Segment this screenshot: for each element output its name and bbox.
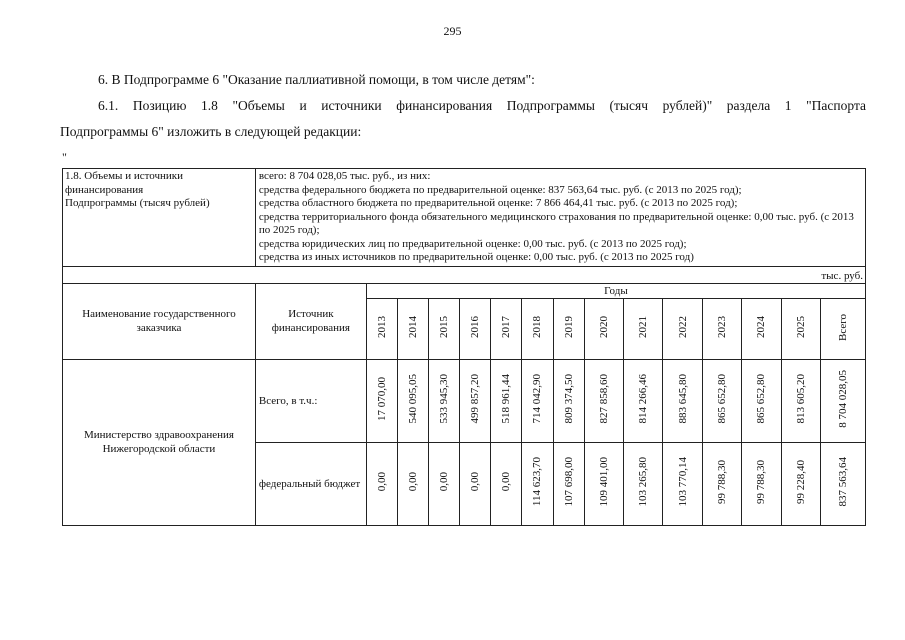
year-header-cell [624,298,663,359]
value-text: 814 266,46 [637,374,650,424]
value-cell [397,359,428,442]
value-text: 714 042,90 [531,374,544,424]
value-cell [366,442,397,525]
unit-label: тыс. руб. [63,266,866,283]
page-number: 295 [443,24,462,38]
year-label: 2025 [794,316,807,338]
paragraph-position-1-8: 6.1. Позицию 1.8 "Объемы и источники финансирования Подпрограммы (тысяч рублей)" раздела 1 "Паспорта [98,98,866,113]
value-cell [663,359,702,442]
passport-text-line: средства федерального бюджета по предварительной оценке: 837 563,64 тыс. руб. (с 2013 по 2025 год); [258,183,742,196]
value-text: 809 374,50 [562,374,575,424]
value-text: 103 265,80 [637,457,650,507]
value-cell [491,359,522,442]
financing-table [62,168,866,526]
value-text: 17 070,00 [375,377,388,421]
year-header-cell [781,298,820,359]
value-cell [460,359,491,442]
value-cell [429,359,460,442]
value-cell [584,359,623,442]
year-label: 2022 [676,316,689,338]
value-text: 0,00 [438,472,451,492]
year-header-cell [742,298,781,359]
value-cell [742,442,781,525]
value-cell [429,442,460,525]
header-row-years [63,283,866,298]
year-label: 2019 [562,316,575,338]
value-cell [702,359,741,442]
value-cell [781,442,820,525]
year-label: 2016 [469,316,482,338]
value-cell [584,442,623,525]
value-cell [624,359,663,442]
value-text: 8 704 028,05 [837,370,850,428]
passport-text-line: средства территориального фонда обязательного медицинского страхования по предварительной оценке: 0,00 тыс. руб. (с 2013 по 2025 год); [258,210,854,236]
value-text: 533 945,30 [438,374,451,424]
year-label: 2013 [375,316,388,338]
value-text: 540 095,05 [407,374,420,424]
value-text: 837 563,64 [837,457,850,507]
year-label: 2018 [531,316,544,338]
value-text: 109 401,00 [597,457,610,507]
year-header-cell [821,298,866,359]
year-label: 2024 [755,316,768,338]
value-cell [460,442,491,525]
value-text: 99 228,40 [794,460,807,504]
value-cell [821,359,866,442]
value-cell [702,442,741,525]
value-cell [624,442,663,525]
value-text: 107 698,00 [562,457,575,507]
value-text: 813 605,20 [794,374,807,424]
value-text: 0,00 [375,472,388,492]
customer-name: Министерство здравоохранения Нижегородской области [63,359,256,525]
value-cell [522,359,553,442]
passport-text-line: всего: 8 704 028,05 тыс. руб., из них: [258,170,431,182]
value-text: 99 788,30 [755,460,768,504]
value-cell [491,442,522,525]
value-text: 0,00 [500,472,513,492]
value-text: 103 770,14 [676,457,689,507]
passport-row [63,169,866,267]
year-header-cell [366,298,397,359]
value-text: 518 961,44 [500,374,513,424]
year-label: Всего [837,313,850,341]
header-years: Годы [366,283,865,298]
year-label: 2014 [407,316,420,338]
year-header-cell [397,298,428,359]
year-header-cell [702,298,741,359]
year-header-cell [460,298,491,359]
source-federal: федеральный бюджет [255,442,366,525]
passport-label-line: 1.8. Объемы и источники [65,170,184,182]
year-header-cell [553,298,584,359]
year-label: 2015 [438,316,451,338]
value-cell [663,442,702,525]
passport-text-line: средства из иных источников по предварительной оценке: 0,00 тыс. руб. (с 2013 по 2025 год) [258,251,694,263]
passport-label-line: финансирования [65,183,144,196]
year-label: 2023 [716,316,729,338]
value-text: 499 857,20 [469,374,482,424]
value-cell [553,359,584,442]
passport-text-line: средства областного бюджета по предварительной оценке: 7 866 464,41 тыс. руб. (с 2013 по 2025 год); [258,197,738,209]
value-cell [397,442,428,525]
value-text: 0,00 [407,472,420,492]
source-total: Всего, в т.ч.: [255,359,366,442]
passport-label-cell [63,169,256,267]
year-header-cell [584,298,623,359]
value-text: 865 652,80 [716,374,729,424]
value-cell [553,442,584,525]
paragraph-subprogram-6: 6. В Подпрограмме 6 "Оказание паллиативной помощи, в том числе детям": [98,72,535,87]
passport-label-line: Подпрограммы (тысяч рублей) [65,197,210,209]
value-cell [366,359,397,442]
passport-text-line: средства юридических лиц по предварительной оценке: 0,00 тыс. руб. (с 2013 по 2025 год); [258,237,687,250]
year-header-cell [522,298,553,359]
header-customer-name: Наименование государственного заказчика [63,283,256,359]
value-text: 114 623,70 [531,457,544,507]
table-row-total [63,359,866,442]
value-cell [821,442,866,525]
year-header-cell [491,298,522,359]
paragraph-new-edition: Подпрограммы 6" изложить в следующей редакции: [60,124,362,139]
opening-quote: " [62,150,67,164]
value-cell [522,442,553,525]
year-header-cell [429,298,460,359]
value-text: 883 645,80 [676,374,689,424]
unit-row [63,266,866,283]
year-label: 2017 [500,316,513,338]
value-cell [742,359,781,442]
value-text: 0,00 [469,472,482,492]
value-text: 99 788,30 [716,460,729,504]
passport-text-cell [255,169,865,267]
value-cell [781,359,820,442]
value-text: 827 858,60 [597,374,610,424]
value-text: 865 652,80 [755,374,768,424]
year-label: 2021 [637,316,650,338]
header-funding-source: Источник финансирования [255,283,366,359]
year-header-cell [663,298,702,359]
year-label: 2020 [597,316,610,338]
